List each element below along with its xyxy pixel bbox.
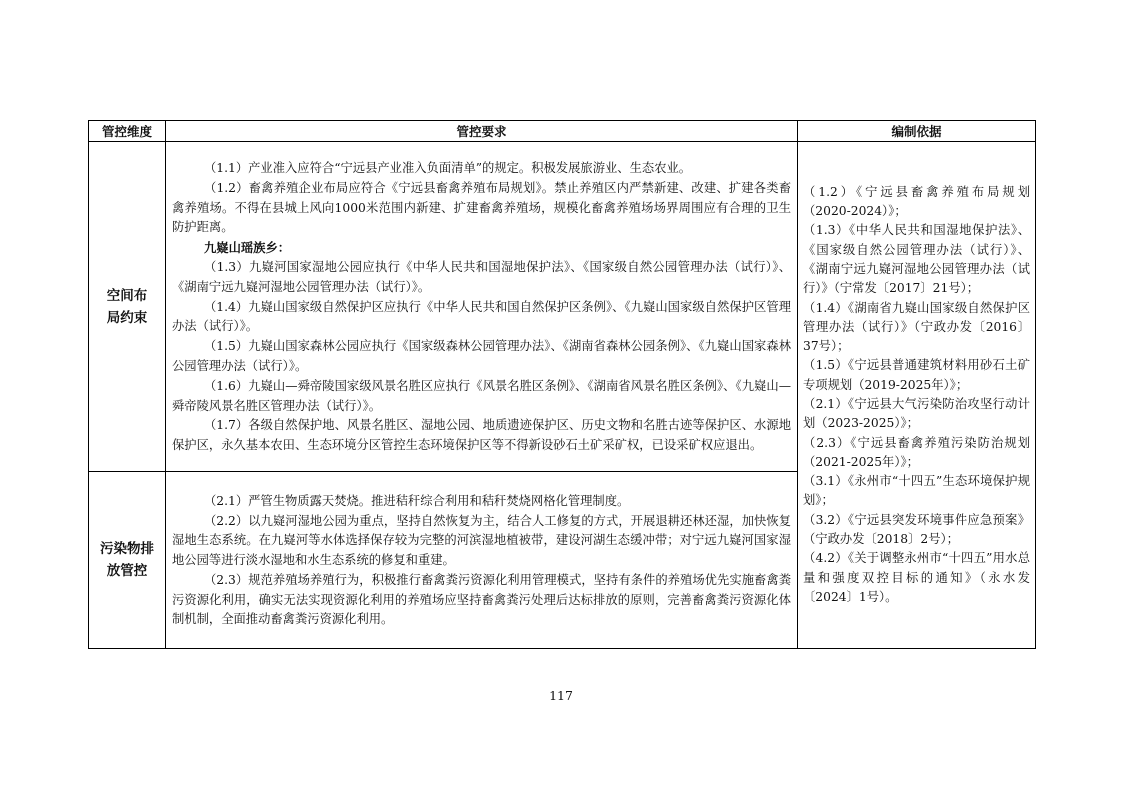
dimension-spatial-layout: 空间布局约束 — [89, 142, 166, 472]
requirement-paragraph: （2.3）规范养殖场养殖行为，积极推行畜禽粪污资源化利用管理模式，坚持有条件的养殖场优先实施畜禽粪污资源化利用，确实无法实现资源化利用的养殖场应坚持畜禽粪污处理后达标排放的原则，完善畜禽粪污资源化体制机制，全面推动畜禽粪污资源化利用。 — [172, 572, 791, 627]
page-number: 117 — [549, 688, 573, 703]
basis-item: （1.2）《宁远县畜禽养殖布局规划（2020-2024）》； — [803, 184, 1030, 219]
basis-item: （1.3）《中华人民共和国湿地保护法》、《国家级自然公园管理办法（试行）》、《湖南宁远九嶷河湿地公园管理办法（试行）》（宁常发〔2017〕21号）； — [803, 223, 1030, 296]
basis-item: （2.3）《宁远县畜禽养殖污染防治规划（2021-2025年）》； — [803, 435, 1030, 469]
requirement-paragraph: （1.7）各级自然保护地、风景名胜区、湿地公园、地质遗迹保护区、历史文物和名胜古迹等保护区、水源地保护区，永久基本农田、生态环境分区管控生态环境保护区等不得新设砂石土矿采矿权，已设采矿权应退出。 — [172, 418, 791, 453]
requirements-spatial-layout — [166, 142, 798, 472]
basis-cell — [798, 142, 1036, 649]
requirement-paragraph: （1.1）产业准入应符合“宁远县产业准入负面清单”的规定。积极发展旅游业、生态农业。 — [203, 161, 692, 176]
basis-item: （3.2）《宁远县突发环境事件应急预案》（宁政办发〔2018〕2号）； — [803, 512, 1030, 547]
requirement-paragraph: （1.4）九嶷山国家级自然保护区应执行《中华人民共和国自然保护区条例》、《九嶷山国家级自然保护区管理办法（试行）》。 — [172, 299, 791, 334]
table-header-row — [89, 121, 1036, 142]
requirement-paragraph: （1.6）九嶷山—舜帝陵国家级风景名胜区应执行《风景名胜区条例》、《湖南省风景名胜区条例》、《九嶷山—舜帝陵风景名胜区管理办法（试行）》。 — [172, 378, 791, 413]
basis-item: （1.4）《湖南省九嶷山国家级自然保护区管理办法（试行）》（宁政办发〔2016〕37号）； — [803, 300, 1030, 354]
requirement-paragraph: （1.2）畜禽养殖企业布局应符合《宁远县畜禽养殖布局规划》。禁止养殖区内严禁新建、改建、扩建各类畜禽养殖场。不得在县城上风向1000米范围内新建、扩建畜禽养殖场，规模化畜禽养殖场场界周围应有合理的卫生防护距离。 — [172, 180, 791, 235]
header-basis: 编制依据 — [798, 121, 1036, 142]
basis-item: （3.1）《永州市“十四五”生态环境保护规划》； — [803, 474, 1030, 508]
requirement-paragraph: （1.3）九嶷河国家湿地公园应执行《中华人民共和国湿地保护法》、《国家级自然公园管理办法（试行）》、《湖南宁远九嶷河湿地公园管理办法（试行）》。 — [172, 260, 791, 294]
table-row — [89, 142, 1036, 472]
requirements-pollutant-emission — [166, 472, 798, 649]
requirement-paragraph: （2.2）以九嶷河湿地公园为重点，坚持自然恢复为主，结合人工修复的方式，开展退耕还林还湿，加快恢复湿地生态系统。在九嶷河等水体选择保存较为完整的河滨湿地植被带，建设河湖生态缓冲带；对宁远九嶷河国家湿地公园等进行淡水湿地和水生态系统的修复和重建。 — [172, 513, 791, 568]
requirement-paragraph: （1.5）九嶷山国家森林公园应执行《国家级森林公园管理办法》、《湖南省森林公园条例》、《九嶷山国家森林公园管理办法（试行）》。 — [172, 339, 791, 373]
dimension-pollutant-emission: 污染物排放管控 — [89, 472, 166, 649]
basis-item: （2.1）《宁远县大气污染防治攻坚行动计划（2023-2025）》； — [803, 397, 1030, 431]
basis-item: （4.2）《关于调整永州市“十四五”用水总量和强度双控目标的通知》（永水发〔2024〕1号）。 — [803, 551, 1030, 604]
basis-item: （1.5）《宁远县普通建筑材料用砂石土矿专项规划（2019-2025年）》； — [803, 358, 1030, 392]
requirement-subheading: 九嶷山瑶族乡： — [203, 240, 291, 256]
requirement-paragraph: （2.1）严管生物质露天焚烧。推进秸秆综合利用和秸秆焚烧网格化管理制度。 — [203, 493, 630, 508]
control-requirements-table — [88, 120, 1036, 649]
header-dimension: 管控维度 — [89, 121, 166, 142]
header-requirement: 管控要求 — [166, 121, 798, 142]
